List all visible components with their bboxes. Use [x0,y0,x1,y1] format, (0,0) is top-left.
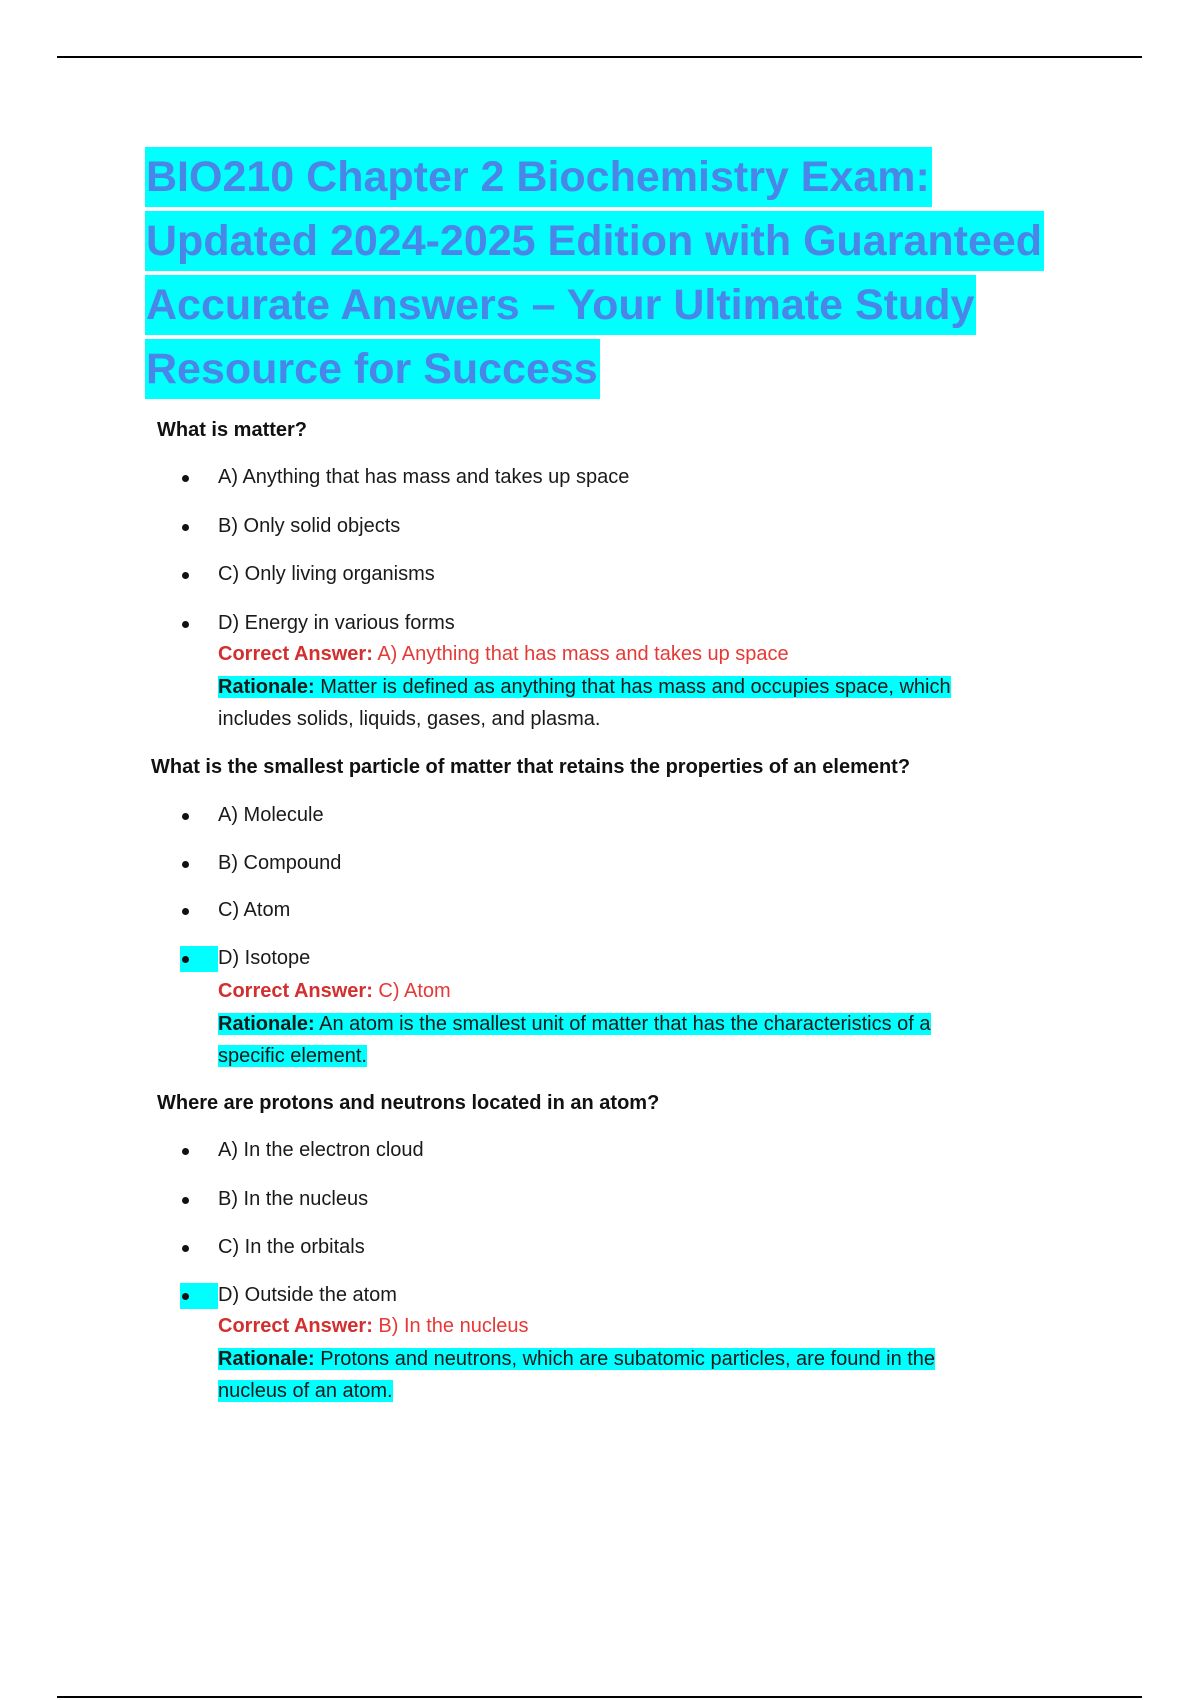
title-line: BIO210 Chapter 2 Biochemistry Exam: [145,147,1105,211]
rationale-label: Rationale: [218,1013,315,1035]
bullet-icon [182,1245,189,1252]
option-d: D) Energy in various forms [218,612,455,634]
rationale-line: Rationale: Protons and neutrons, which are subatomic particles, are found in the [218,1348,936,1370]
option-b: B) Compound [218,852,342,874]
option-b: B) In the nucleus [218,1188,369,1210]
rationale-line: nucleus of an atom. [218,1380,393,1402]
rationale-line: specific element. [218,1045,367,1067]
rationale-label: Rationale: [218,676,315,698]
correct-answer-label: Correct Answer: [218,643,373,665]
bullet-icon [182,813,189,820]
question-text: Where are protons and neutrons located in an atom? [157,1092,660,1114]
bullet-icon [182,1293,189,1300]
rationale-line: Rationale: Matter is defined as anything that has mass and occupies space, which [218,676,951,698]
option-d: D) Outside the atom [218,1284,397,1306]
correct-answer-label: Correct Answer: [218,1315,373,1337]
rationale-line: Rationale: An atom is the smallest unit of matter that has the characteristics of a [218,1013,931,1035]
correct-answer-label: Correct Answer: [218,980,373,1002]
top-rule [57,56,1142,58]
rationale [218,1343,935,1407]
option-c: C) Only living organisms [218,563,435,585]
option-d: D) Isotope [218,947,311,969]
rationale-line: includes solids, liquids, gases, and plasma. [218,708,601,730]
bullet-icon [182,475,189,482]
option-c: C) Atom [218,899,291,921]
bullet-icon [182,956,189,963]
option-b: B) Only solid objects [218,515,401,537]
option-c: C) In the orbitals [218,1236,365,1258]
document-title [145,147,1105,403]
option-a: A) Anything that has mass and takes up space [218,466,630,488]
bullet-icon [182,524,189,531]
bullet-icon [182,1197,189,1204]
rationale [218,671,951,735]
correct-answer [218,980,451,1003]
option-a: A) In the electron cloud [218,1139,424,1161]
correct-answer-value: A) Anything that has mass and takes up space [377,643,789,665]
bullet-icon [182,908,189,915]
question-text: What is the smallest particle of matter that retains the properties of an element? [151,756,911,778]
bottom-rule [57,1696,1142,1698]
rationale [218,1008,931,1072]
title-line: Accurate Answers – Your Ultimate Study [145,275,1105,339]
correct-answer-value: C) Atom [378,980,451,1002]
correct-answer [218,643,789,666]
option-a: A) Molecule [218,804,324,826]
title-line: Updated 2024-2025 Edition with Guaranteed [145,211,1105,275]
correct-answer-value: B) In the nucleus [378,1315,529,1337]
bullet-icon [182,1148,189,1155]
correct-answer [218,1315,529,1338]
title-line: Resource for Success [145,339,1105,403]
bullet-icon [182,861,189,868]
question-text: What is matter? [157,419,308,441]
bullet-icon [182,572,189,579]
bullet-icon [182,621,189,628]
rationale-label: Rationale: [218,1348,315,1370]
